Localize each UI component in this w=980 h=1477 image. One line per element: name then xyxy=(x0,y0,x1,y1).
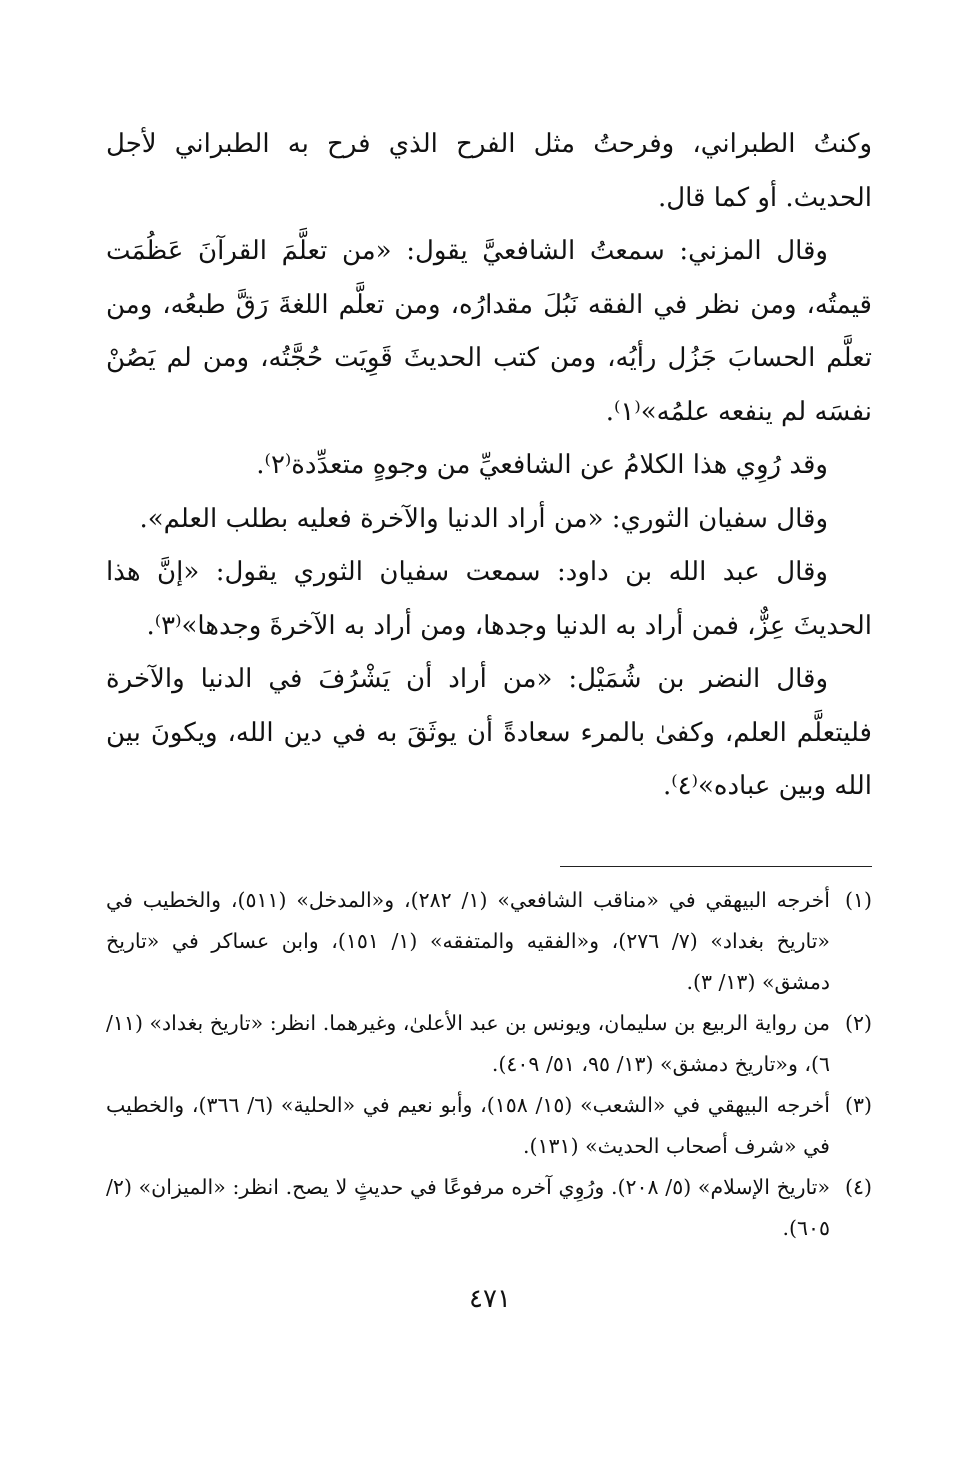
footnote-text: «تاريخ الإسلام» (٥/ ٢٠٨). ورُوِي آخره مرفوعًا في حديثٍ لا يصح. انظر: «الميزان» (٢/ ٦٠٥). xyxy=(106,1175,830,1240)
footnotes xyxy=(106,880,872,1249)
paragraph: وقال النضر بن شُمَيْل: «من أراد أن يَشْرُفَ في الدنيا والآخرة فليتعلَّم العلم، وكفىٰ بالمرء سعادةً أن يوثَقَ به في دين الله، ويكونَ بين الله وبين عباده»⁽٤⁾. xyxy=(106,664,872,801)
footnote xyxy=(106,1003,872,1085)
footnote-text: أخرجه البيهقي في «الشعب» (١٥/ ١٥٨)، وأبو نعيم في «الحلية» (٦/ ٣٦٦)، والخطيب في «شرف أصحاب الحديث» (١٣١). xyxy=(106,1093,830,1158)
footnote xyxy=(106,1085,872,1167)
footnote-text: أخرجه البيهقي في «مناقب الشافعي» (١/ ٢٨٢)، و«المدخل» (٥١١)، والخطيب في «تاريخ بغداد» (٧/ ٢٧٦)، و«الفقيه والمتفقه» (١/ ١٥١)، وابن عساكر في «تاريخ دمشق» (١٣/ ٣). xyxy=(106,888,830,994)
footnote xyxy=(106,1167,872,1249)
paragraph: وقال عبد الله بن داود: سمعت سفيان الثوري يقول: «إنَّ هذا الحديثَ عِزٌّ، فمن أراد به الدنيا وجدها، ومن أراد به الآخرةَ وجدها»⁽٣⁾. xyxy=(106,557,872,641)
footnote-separator xyxy=(560,866,872,867)
page-number: ٤٧١ xyxy=(469,1284,511,1314)
paragraph: وقد رُوِي هذا الكلامُ عن الشافعيِّ من وجوهٍ متعدِّدة⁽٢⁾. xyxy=(256,450,828,480)
paragraph: وكنتُ الطبراني، وفرحتُ مثل الفرح الذي فرح به الطبراني لأجل الحديث. أو كما قال. xyxy=(106,129,872,213)
paragraph: وقال المزني: سمعتُ الشافعيَّ يقول: «من تعلَّمَ القرآنَ عَظُمَت قيمتُه، ومن نظر في الفقه نَبُلَ مقدارُه، ومن تعلَّم اللغةَ رَقَّ طبعُه، ومن تعلَّم الحسابَ جَزُل رأيُه، ومن كتب الحديثَ قَوِيَت حُجَّتُه، ومن لم يَصُنْ نفسَه لم ينفعه علمُه»⁽١⁾. xyxy=(106,236,872,427)
footnote-text: من رواية الربيع بن سليمان، ويونس بن عبد الأعلىٰ، وغيرهما. انظر: «تاريخ بغداد» (١١/ ٦)، و«تاريخ دمشق» (١٣/ ٩٥، ٥١/ ٤٠٩). xyxy=(106,1011,830,1076)
main-text xyxy=(106,118,872,814)
footnote-number: (٢) xyxy=(844,1011,872,1035)
paragraph: وقال سفيان الثوري: «من أراد الدنيا والآخرة فعليه بطلب العلم». xyxy=(139,503,828,534)
footnote xyxy=(106,880,872,1003)
footnote-number: (٣) xyxy=(844,1093,872,1117)
footnote-number: (٤) xyxy=(844,1175,872,1199)
footnote-number: (١) xyxy=(844,888,872,912)
